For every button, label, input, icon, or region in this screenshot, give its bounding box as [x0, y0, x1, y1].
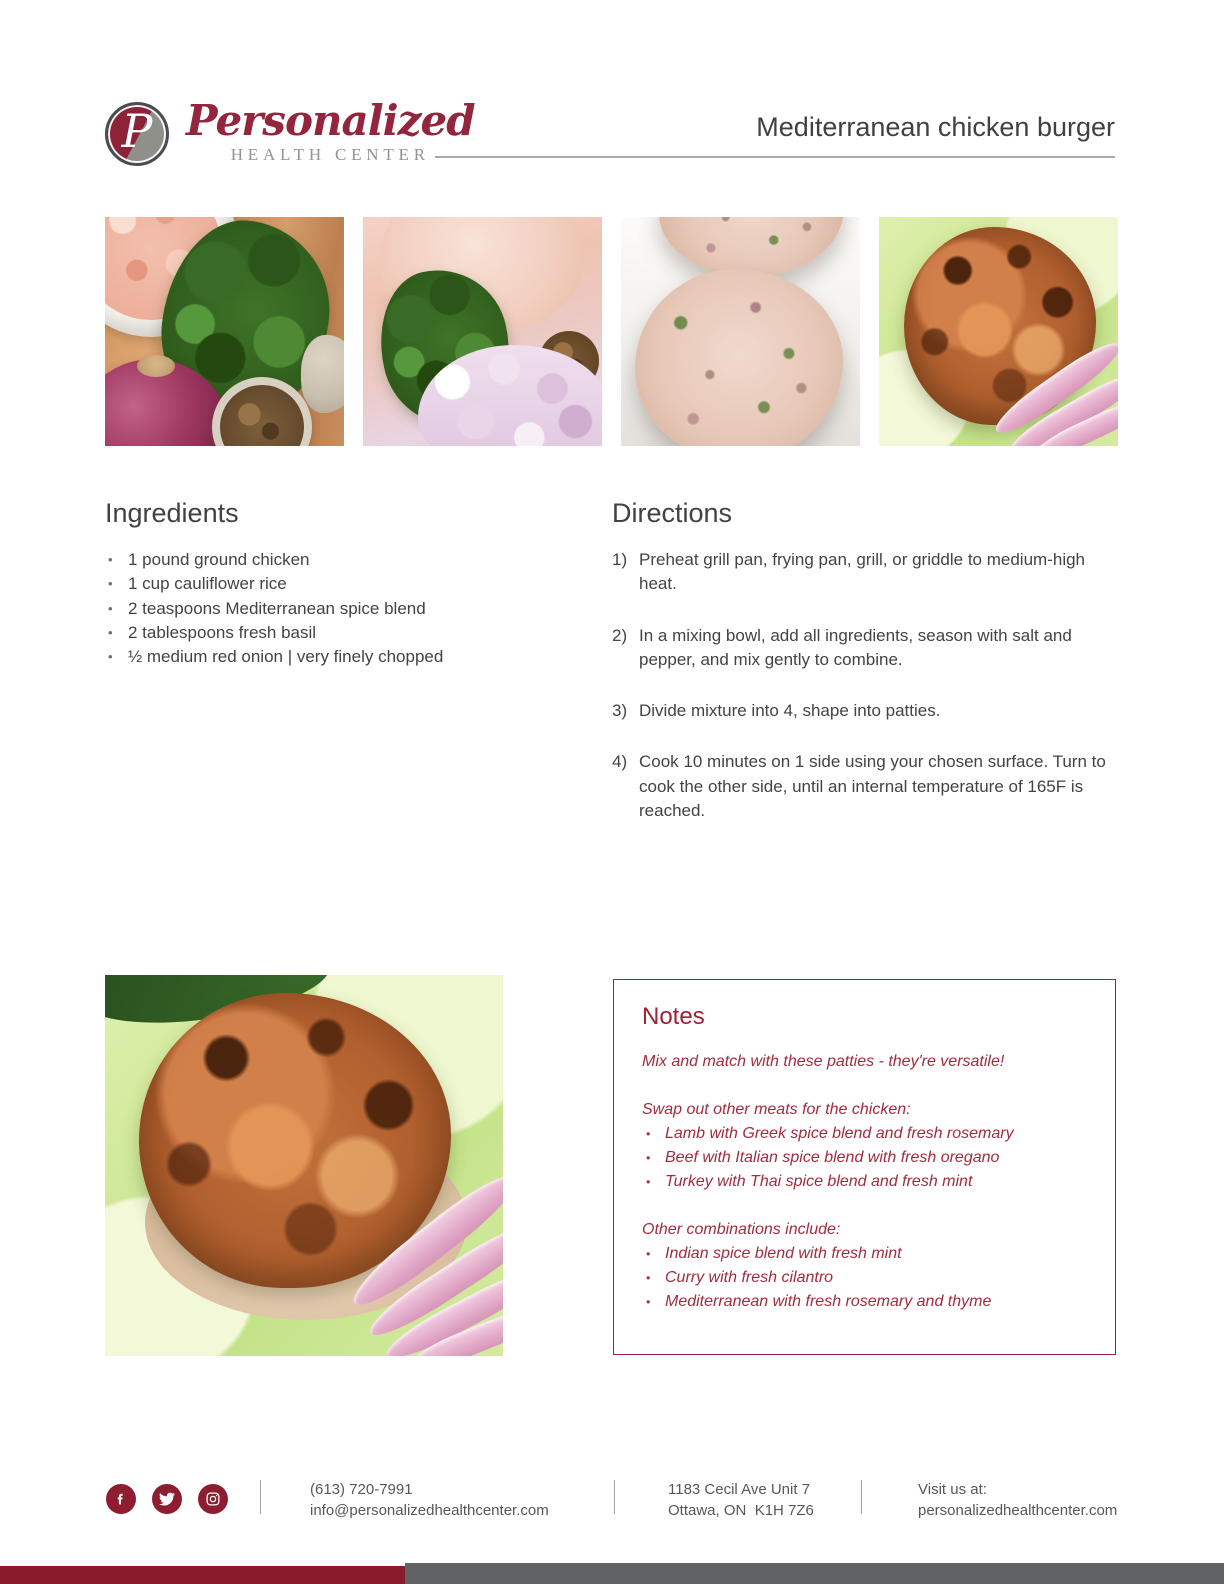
notes-item: • Mediterranean with fresh rosemary and thyme [642, 1290, 1085, 1314]
raw-patty-back-graphic [659, 217, 844, 277]
ingredient-item: • 1 pound ground chicken [105, 548, 575, 572]
brand-name: Personalized [186, 96, 475, 145]
website-url[interactable]: personalizedhealthcenter.com [918, 1502, 1118, 1519]
photo-raw-ingredients [105, 217, 344, 446]
notes-group [642, 1098, 1085, 1194]
step-text: Cook 10 minutes on 1 side using your chosen surface. Turn to cook the other side, until an internal temperature of 165F is reached. [639, 752, 1106, 821]
twitter-icon[interactable] [152, 1484, 182, 1514]
footer-bar-gray [405, 1563, 1224, 1584]
step-text: Divide mixture into 4, shape into patties. [639, 701, 941, 721]
directions-section [612, 496, 1118, 850]
social-links [106, 1484, 228, 1514]
onion-root-graphic [137, 355, 175, 377]
brand-subtitle: HEALTH CENTER [230, 145, 430, 164]
step-number: 4) [612, 752, 628, 772]
ingredient-item: • 2 tablespoons fresh basil [105, 621, 575, 645]
photo-mixing-ingredients [363, 217, 602, 446]
phone-number: (613) 720-7991 [310, 1481, 413, 1498]
directions-heading: Directions [612, 498, 733, 528]
notes-list [642, 1242, 1085, 1314]
notes-item: • Lamb with Greek spice blend and fresh rosemary [642, 1122, 1085, 1146]
footer-divider [614, 1480, 615, 1514]
instagram-icon[interactable] [198, 1484, 228, 1514]
photo-cooked-burger [879, 217, 1118, 446]
notes-item: • Turkey with Thai spice blend and fresh mint [642, 1170, 1085, 1194]
page-title: Mediterranean chicken burger [756, 112, 1115, 142]
ingredients-list [105, 548, 575, 669]
contact-block [310, 1479, 549, 1521]
footer-divider [260, 1480, 261, 1514]
ingredients-heading: Ingredients [105, 498, 239, 528]
footer [0, 1478, 1224, 1534]
step-number: 2) [612, 625, 628, 645]
brand-wordmark [186, 96, 475, 165]
ingredients-section [105, 496, 575, 669]
directions-list [612, 548, 1118, 823]
address-line-1: 1183 Cecil Ave Unit 7 [668, 1481, 811, 1498]
notes-intro: Mix and match with these patties - they're versatile! [642, 1053, 1005, 1070]
notes-group-label: Other combinations include: [642, 1221, 841, 1238]
ingredient-item: • 1 cup cauliflower rice [105, 572, 575, 596]
notes-group [642, 1218, 1085, 1314]
facebook-icon[interactable] [106, 1484, 136, 1514]
ingredient-item: • 2 teaspoons Mediterranean spice blend [105, 597, 575, 621]
garlic-graphic [301, 335, 344, 413]
notes-body [642, 1050, 1085, 1314]
address-block [668, 1479, 814, 1521]
visit-label: Visit us at: [918, 1481, 987, 1498]
direction-step [612, 699, 1118, 723]
email-address[interactable]: info@personalizedhealthcenter.com [310, 1502, 549, 1519]
direction-step [612, 548, 1118, 597]
notes-heading: Notes [642, 1003, 705, 1030]
direction-step [612, 624, 1118, 673]
photo-raw-patties [621, 217, 860, 446]
address-line-2: Ottawa, ON K1H 7Z6 [668, 1502, 814, 1519]
website-block [918, 1479, 1117, 1521]
notes-box [613, 979, 1116, 1355]
step-number: 3) [612, 701, 628, 721]
step-text: In a mixing bowl, add all ingredients, season with salt and pepper, and mix gently to combine. [639, 625, 1072, 669]
direction-step [612, 750, 1118, 823]
monogram-letter: P [121, 104, 153, 158]
raw-patty-front-graphic [635, 269, 843, 446]
step-number: 1) [612, 550, 628, 569]
title-divider [435, 156, 1115, 158]
ingredient-item: • ½ medium red onion | very finely chopped [105, 645, 575, 669]
footer-divider [861, 1480, 862, 1514]
brand-monogram-icon [105, 102, 169, 166]
footer-bar-red [0, 1566, 405, 1584]
photo-feature-burger [105, 975, 503, 1356]
notes-list [642, 1122, 1085, 1194]
brand-logo [105, 96, 475, 166]
step-text: Preheat grill pan, frying pan, grill, or griddle to medium-high heat. [639, 550, 1086, 594]
notes-item: • Indian spice blend with fresh mint [642, 1242, 1085, 1266]
notes-group-label: Swap out other meats for the chicken: [642, 1101, 911, 1118]
notes-item: • Curry with fresh cilantro [642, 1266, 1085, 1290]
notes-item: • Beef with Italian spice blend with fresh oregano [642, 1146, 1085, 1170]
